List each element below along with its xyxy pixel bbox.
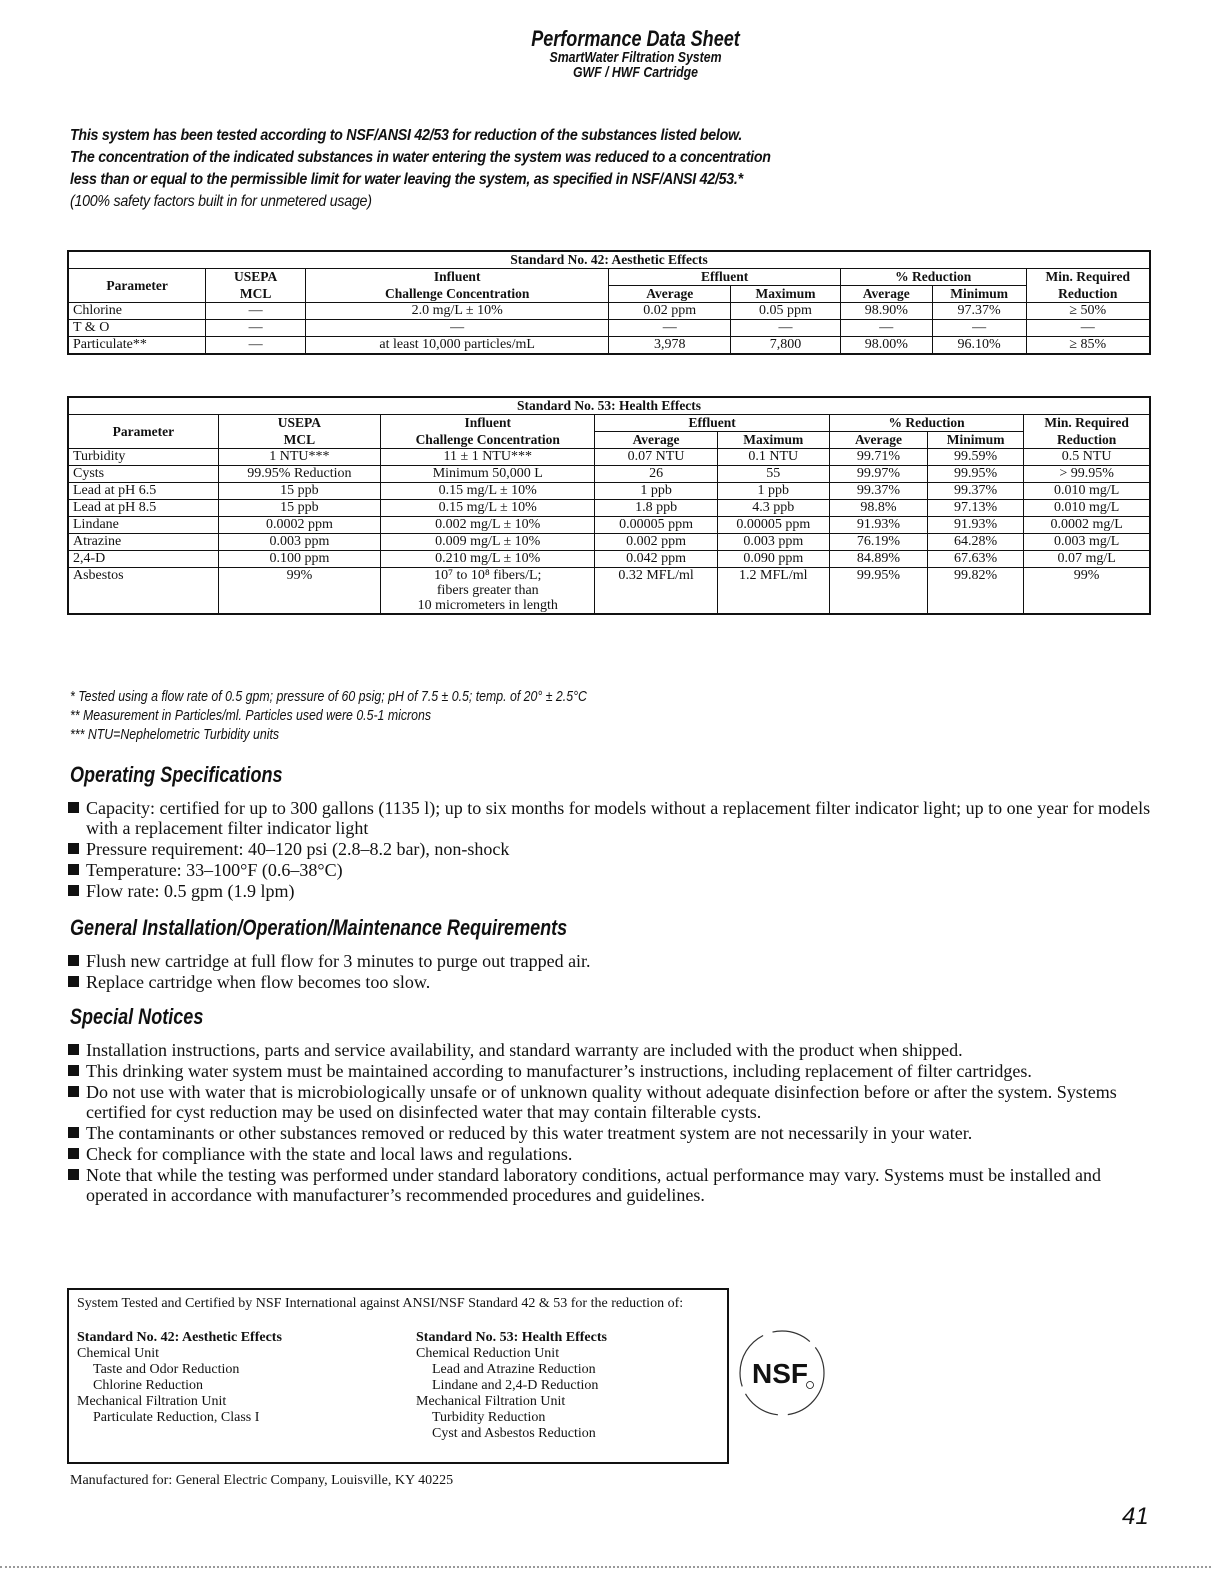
cell: —: [609, 320, 731, 337]
cell: 1 NTU***: [218, 449, 380, 466]
col-header: Challenge Concentration: [381, 432, 595, 449]
col-header: MCL: [206, 286, 306, 303]
cell-line: 10 micrometers in length: [417, 598, 558, 613]
cell: 99.97%: [829, 466, 927, 483]
list-item: [68, 798, 1158, 838]
cell: > 99.95%: [1024, 466, 1150, 483]
cartridge-name: GWF / HWF Cartridge: [572, 64, 699, 81]
cell: —: [932, 320, 1026, 337]
cell: ≥ 85%: [1026, 337, 1150, 355]
cell: 0.15 mg/L ± 10%: [381, 500, 595, 517]
cell: 64.28%: [928, 534, 1024, 551]
document-header: [0, 28, 1211, 80]
cell: 99.71%: [829, 449, 927, 466]
cell: 0.090 ppm: [717, 551, 829, 568]
list-item-text: Note that while the testing was performed under standard laboratory conditions, actual performance may vary. Systems must be installed and operated in accordance with manufacturer’s recommended procedures and guidelines.: [86, 1165, 1102, 1205]
table-row: [68, 449, 1150, 466]
col-header: Parameter: [68, 415, 218, 449]
cell: Minimum 50,000 L: [381, 466, 595, 483]
cell: 91.93%: [829, 517, 927, 534]
aesthetic-certifications: [77, 1330, 282, 1426]
list-item-text: Capacity: certified for up to 300 gallons (1135 l); up to six months for models without a replacement filter indicator light; up to one year for models with a replacement filter indicator light: [86, 798, 1151, 838]
list-item-text: Check for compliance with the state and local laws and regulations.: [86, 1144, 573, 1164]
col-header: % Reduction: [829, 415, 1023, 432]
cell: Lead at pH 8.5: [68, 500, 218, 517]
bullet-icon: [68, 1044, 79, 1055]
cell: —: [840, 320, 932, 337]
cell: 91.93%: [928, 517, 1024, 534]
cell: 0.02 ppm: [609, 303, 731, 320]
col-header: Influent: [381, 415, 595, 432]
col-header: Maximum: [717, 432, 829, 449]
intro-statement: [70, 125, 1150, 213]
cell: 99%: [218, 568, 380, 615]
bullet-icon: [68, 864, 79, 875]
cell: 7,800: [731, 337, 841, 355]
cell: —: [731, 320, 841, 337]
cell: 99%: [1024, 568, 1150, 615]
table-row: [68, 534, 1150, 551]
bullet-icon: [68, 976, 79, 987]
cert-item: Cyst and Asbestos Reduction: [432, 1426, 596, 1441]
col-header: Influent: [306, 269, 609, 286]
footnotes: [70, 688, 678, 745]
list-item-text: Replace cartridge when flow becomes too slow.: [86, 972, 431, 992]
cell: Turbidity: [68, 449, 218, 466]
cell: 1.8 ppb: [595, 500, 717, 517]
cell: 99.37%: [928, 483, 1024, 500]
list-item: [68, 1082, 1158, 1122]
col-header: Maximum: [731, 286, 841, 303]
cert-column-title: Standard No. 53: Health Effects: [416, 1330, 607, 1345]
cell: Lead at pH 6.5: [68, 483, 218, 500]
cell: 0.07 mg/L: [1024, 551, 1150, 568]
bullet-icon: [68, 1086, 79, 1097]
cell: T & O: [68, 320, 206, 337]
cell: 0.0002 mg/L: [1024, 517, 1150, 534]
cell: 84.89%: [829, 551, 927, 568]
cell: 0.07 NTU: [595, 449, 717, 466]
cell: 0.003 ppm: [218, 534, 380, 551]
table-row: [68, 303, 1150, 320]
section-title: General Installation/Operation/Maintenance Requirements: [70, 915, 568, 940]
cell: 99.95%: [829, 568, 927, 615]
bullet-icon: [68, 1127, 79, 1138]
nsf-logo-icon: [737, 1328, 827, 1418]
table-row: [68, 320, 1150, 337]
cell: 67.63%: [928, 551, 1024, 568]
cell: 1.2 MFL/ml: [717, 568, 829, 615]
cell: 3,978: [609, 337, 731, 355]
cell: 99.95% Reduction: [218, 466, 380, 483]
table-row: [68, 500, 1150, 517]
cell: 99.37%: [829, 483, 927, 500]
cell: 0.32 MFL/ml: [595, 568, 717, 615]
list-item: [68, 860, 1158, 880]
cert-item: Lead and Atrazine Reduction: [432, 1362, 596, 1377]
manufacturer-note: Manufactured for: General Electric Company, Louisville, KY 40225: [70, 1473, 454, 1488]
cell: 11 ± 1 NTU***: [381, 449, 595, 466]
cell: Lindane: [68, 517, 218, 534]
nsf-logo-text: NSF: [752, 1358, 808, 1389]
section-title: Operating Specifications: [70, 762, 283, 787]
cell: Cysts: [68, 466, 218, 483]
cell: 97.13%: [928, 500, 1024, 517]
cell: 4.3 ppb: [717, 500, 829, 517]
cell: 0.010 mg/L: [1024, 500, 1150, 517]
cell: —: [306, 320, 609, 337]
cert-item: Mechanical Filtration Unit: [416, 1394, 566, 1409]
cell: 2,4-D: [68, 551, 218, 568]
cell: Particulate**: [68, 337, 206, 355]
cell: 98.00%: [840, 337, 932, 355]
cell: 0.002 ppm: [595, 534, 717, 551]
col-header: USEPA: [218, 415, 380, 432]
page-title: Performance Data Sheet: [531, 26, 740, 51]
cell-line: fibers greater than: [436, 583, 539, 598]
bullet-icon: [68, 1148, 79, 1159]
cert-item: Mechanical Filtration Unit: [77, 1394, 227, 1409]
bullet-icon: [68, 802, 79, 813]
intro-line: This system has been tested according to NSF/ANSI 42/53 for reduction of the substances listed below.: [70, 127, 743, 144]
footnote: * Tested using a flow rate of 0.5 gpm; pressure of 60 psig; pH of 7.5 ± 0.5; temp. of 20° ± 2.5°C: [70, 689, 587, 705]
col-header: Challenge Concentration: [306, 286, 609, 303]
list-item: [68, 972, 1158, 992]
list-item-text: Flush new cartridge at full flow for 3 minutes to purge out trapped air.: [86, 951, 591, 971]
general-requirements-list: [68, 951, 1158, 993]
list-item-text: Installation instructions, parts and service availability, and standard warranty are included with the product when shipped.: [86, 1040, 963, 1060]
cell: 99.59%: [928, 449, 1024, 466]
list-item: [68, 1040, 1158, 1060]
cell: 0.009 mg/L ± 10%: [381, 534, 595, 551]
aesthetic-effects-table: [67, 250, 1151, 355]
cell: —: [206, 320, 306, 337]
list-item-text: Flow rate: 0.5 gpm (1.9 lpm): [86, 881, 295, 901]
col-header: MCL: [218, 432, 380, 449]
cell: 0.100 ppm: [218, 551, 380, 568]
health-certifications: [416, 1330, 607, 1442]
cell: —: [206, 303, 306, 320]
col-header: USEPA: [206, 269, 306, 286]
bullet-icon: [68, 885, 79, 896]
list-item-text: Pressure requirement: 40–120 psi (2.8–8.2 bar), non-shock: [86, 839, 510, 859]
cell: Asbestos: [68, 568, 218, 615]
cell: Chlorine: [68, 303, 206, 320]
table-row: [68, 551, 1150, 568]
cell: 15 ppb: [218, 483, 380, 500]
cert-item: Turbidity Reduction: [432, 1410, 546, 1425]
page-subtitle: SmartWater Filtration System: [549, 49, 722, 66]
bullet-icon: [68, 843, 79, 854]
cell-line: 10⁷ to 10⁸ fibers/L;: [434, 568, 542, 583]
col-header: Effluent: [609, 269, 841, 286]
cell: 0.00005 ppm: [595, 517, 717, 534]
cert-column-title: Standard No. 42: Aesthetic Effects: [77, 1330, 282, 1345]
col-header: Average: [595, 432, 717, 449]
cell: 0.002 mg/L ± 10%: [381, 517, 595, 534]
cert-item: Chemical Reduction Unit: [416, 1346, 560, 1361]
table-title: Standard No. 42: Aesthetic Effects: [68, 251, 1150, 269]
cell: 76.19%: [829, 534, 927, 551]
cell: 55: [717, 466, 829, 483]
cell: 0.05 ppm: [731, 303, 841, 320]
cell: 0.15 mg/L ± 10%: [381, 483, 595, 500]
col-header: Effluent: [595, 415, 829, 432]
table-title: Standard No. 53: Health Effects: [68, 397, 1150, 415]
page-number: 41: [1122, 1503, 1149, 1530]
col-header: Reduction: [1026, 286, 1150, 303]
intro-line: The concentration of the indicated substances in water entering the system was reduced to a concentration: [70, 149, 771, 166]
cell: 97.37%: [932, 303, 1026, 320]
cell: 96.10%: [932, 337, 1026, 355]
certification-intro: System Tested and Certified by NSF International against ANSI/NSF Standard 42 & 53 for the reduction of:: [77, 1296, 684, 1311]
section-title: Special Notices: [70, 1004, 204, 1029]
cert-item: Lindane and 2,4-D Reduction: [432, 1378, 599, 1393]
cell: 98.8%: [829, 500, 927, 517]
list-item-text: This drinking water system must be maintained according to manufacturer’s instructions, including replacement of filter cartridges.: [86, 1061, 1032, 1081]
cell: —: [206, 337, 306, 355]
cell: 0.210 mg/L ± 10%: [381, 551, 595, 568]
page-edge-divider: [0, 1566, 1211, 1568]
cell: 0.003 ppm: [717, 534, 829, 551]
list-item: [68, 881, 1158, 901]
cell: 0.00005 ppm: [717, 517, 829, 534]
col-header: Reduction: [1024, 432, 1150, 449]
health-effects-table: [67, 396, 1151, 615]
cell: 0.042 ppm: [595, 551, 717, 568]
col-header: Average: [609, 286, 731, 303]
col-header: Average: [840, 286, 932, 303]
special-notices-list: [68, 1040, 1158, 1206]
cell: 98.90%: [840, 303, 932, 320]
cell: 26: [595, 466, 717, 483]
table-row: [68, 483, 1150, 500]
cell: 99.95%: [928, 466, 1024, 483]
col-header: Minimum: [932, 286, 1026, 303]
list-item-text: Temperature: 33–100°F (0.6–38°C): [86, 860, 343, 880]
cell: 1 ppb: [717, 483, 829, 500]
list-item: [68, 1061, 1158, 1081]
table-row: [68, 517, 1150, 534]
intro-line: less than or equal to the permissible limit for water leaving the system, as specified in NSF/ANSI 42/53.*: [70, 171, 743, 188]
bullet-icon: [68, 1169, 79, 1180]
col-header: Minimum: [928, 432, 1024, 449]
intro-note: (100% safety factors built in for unmetered usage): [70, 193, 372, 210]
operating-specs-list: [68, 798, 1158, 902]
bullet-icon: [68, 955, 79, 966]
list-item: [68, 1165, 1158, 1205]
cell: 1 ppb: [595, 483, 717, 500]
col-header: Min. Required: [1026, 269, 1150, 286]
table-row: [68, 568, 1150, 615]
cert-item: Chlorine Reduction: [93, 1378, 204, 1393]
cell: Atrazine: [68, 534, 218, 551]
col-header: Parameter: [68, 269, 206, 303]
certification-box: [67, 1288, 729, 1464]
cell: 0.1 NTU: [717, 449, 829, 466]
list-item-text: Do not use with water that is microbiologically unsafe or of unknown quality without adequate disinfection before or after the system. Systems certified for cyst reduction may be used on disinfected water that may contain filterable cysts.: [86, 1082, 1117, 1122]
list-item-text: The contaminants or other substances removed or reduced by this water treatment system are not necessarily in your water.: [86, 1123, 973, 1143]
footnote: *** NTU=Nephelometric Turbidity units: [70, 727, 280, 743]
table-row: [68, 337, 1150, 355]
cell: ≥ 50%: [1026, 303, 1150, 320]
cell: 0.003 mg/L: [1024, 534, 1150, 551]
bullet-icon: [68, 1065, 79, 1076]
list-item: [68, 1123, 1158, 1143]
cert-item: Taste and Odor Reduction: [93, 1362, 240, 1377]
cell: 0.010 mg/L: [1024, 483, 1150, 500]
cell: 0.0002 ppm: [218, 517, 380, 534]
col-header: Average: [829, 432, 927, 449]
list-item: [68, 951, 1158, 971]
cell: 2.0 mg/L ± 10%: [306, 303, 609, 320]
cell: 99.82%: [928, 568, 1024, 615]
cell: 0.5 NTU: [1024, 449, 1150, 466]
col-header: Min. Required: [1024, 415, 1150, 432]
cell: —: [1026, 320, 1150, 337]
table-row: [68, 466, 1150, 483]
list-item: [68, 839, 1158, 859]
cert-item: Particulate Reduction, Class I: [93, 1410, 260, 1425]
cert-item: Chemical Unit: [77, 1346, 160, 1361]
list-item: [68, 1144, 1158, 1164]
footnote: ** Measurement in Particles/ml. Particles used were 0.5-1 microns: [70, 708, 431, 724]
cell: 15 ppb: [218, 500, 380, 517]
cell: at least 10,000 particles/mL: [306, 337, 609, 355]
col-header: % Reduction: [840, 269, 1026, 286]
